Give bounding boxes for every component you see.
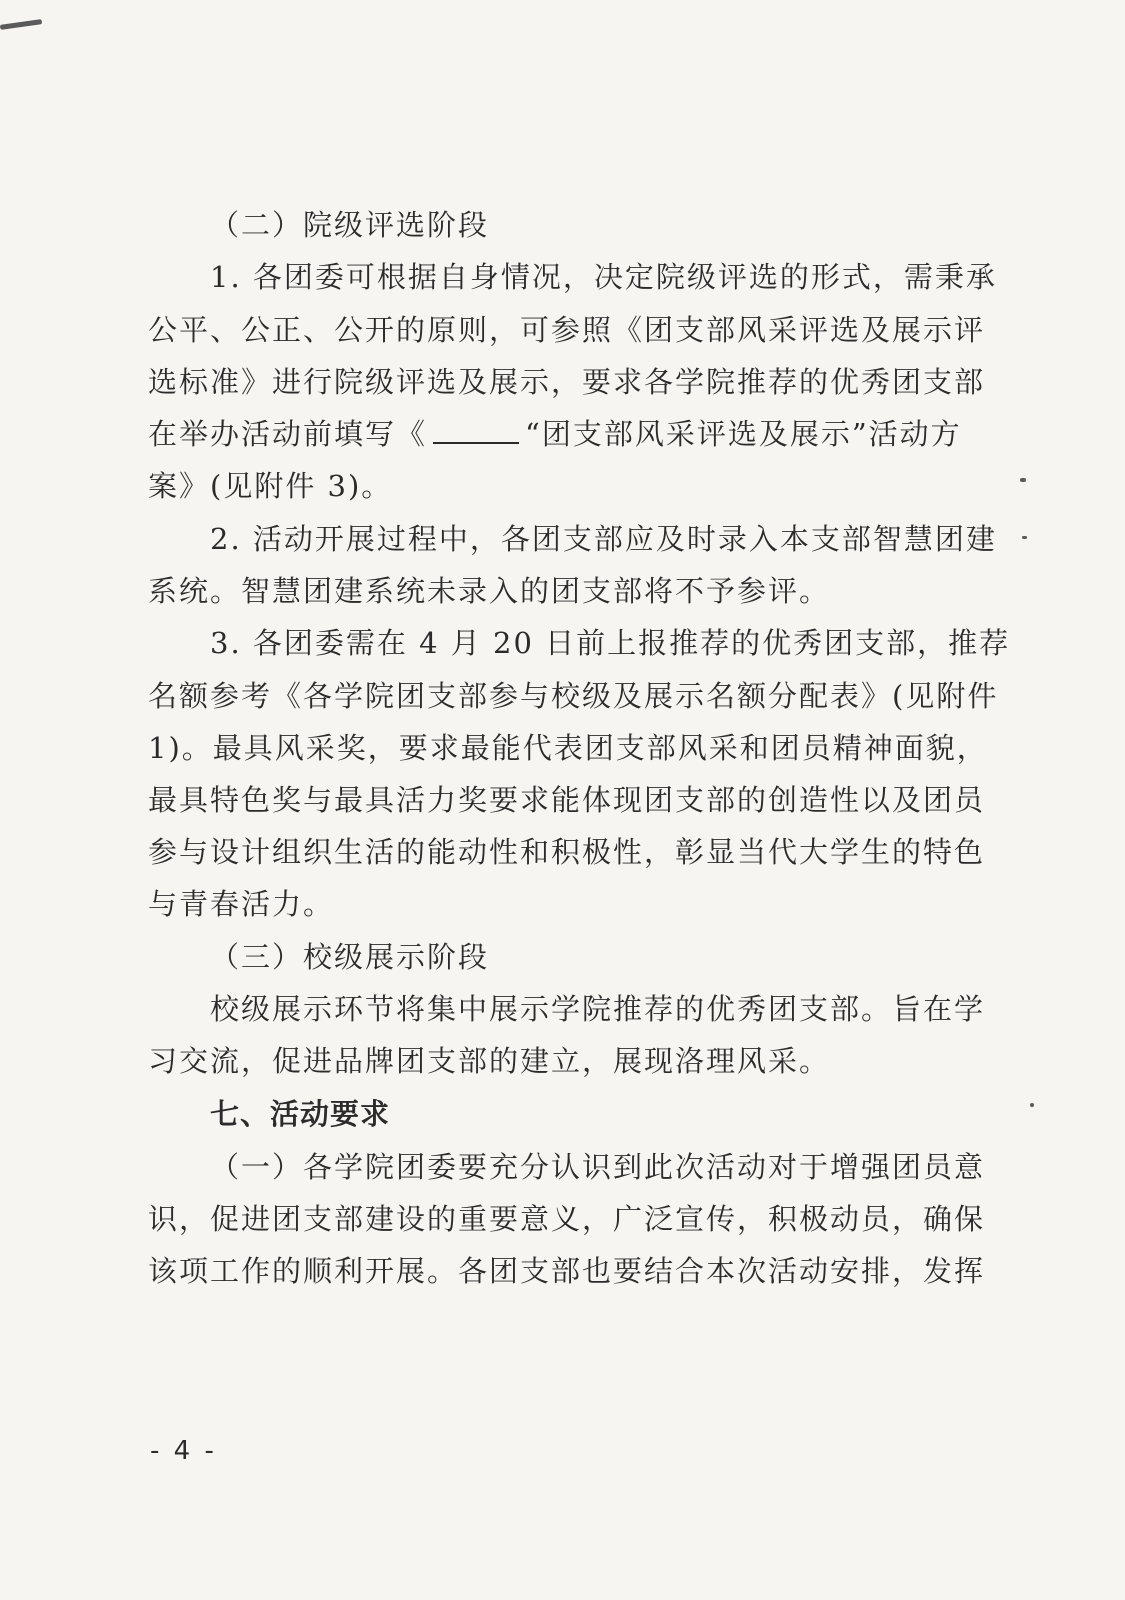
item-1-line-4-before: 在举办活动前填写《	[148, 417, 428, 451]
page-number: - 4 -	[150, 1436, 217, 1466]
item-3-line-5: 参与设计组织生活的能动性和积极性，彰显当代大学生的特色	[148, 835, 986, 869]
item-1-line-5: 案》(见附件 3)。	[148, 469, 393, 503]
section-3-heading: （三）校级展示阶段	[210, 940, 490, 974]
item-1-line-4	[148, 417, 962, 451]
section-7-heading: 七、活动要求	[210, 1097, 391, 1131]
section-7-line-3: 该项工作的顺利开展。各团支部也要结合本次活动安排，发挥	[148, 1254, 986, 1288]
scan-mark-top-left	[0, 19, 42, 30]
scan-mark-right-3	[1030, 1103, 1034, 1107]
item-1-line-3: 选标准》进行院级评选及展示，要求各学院推荐的优秀团支部	[148, 365, 986, 399]
item-3-line-6: 与青春活力。	[148, 887, 335, 921]
scan-mark-right-1	[1020, 478, 1026, 482]
form-blank	[433, 418, 519, 444]
item-3-line-4: 最具特色奖与最具活力奖要求能体现团支部的创造性以及团员	[148, 783, 986, 817]
item-1-line-2: 公平、公正、公开的原则，可参照《团支部风采评选及展示评	[148, 313, 986, 347]
item-1-line-1: 1. 各团委可根据自身情况，决定院级评选的形式，需秉承	[210, 260, 997, 294]
item-2-line-2: 系统。智慧团建系统未录入的团支部将不予参评。	[148, 574, 831, 608]
section-3-line-2: 习交流，促进品牌团支部的建立，展现洛理风采。	[148, 1044, 831, 1078]
section-7-line-1: （一）各学院团委要充分认识到此次活动对于增强团员意	[210, 1150, 986, 1184]
item-3-line-2: 名额参考《各学院团支部参与校级及展示名额分配表》(见附件	[148, 679, 999, 713]
item-1-line-4-after: “团支部风采评选及展示”活动方	[525, 417, 962, 451]
item-2-line-1: 2. 活动开展过程中，各团支部应及时录入本支部智慧团建	[210, 522, 997, 556]
section-3-line-1: 校级展示环节将集中展示学院推荐的优秀团支部。旨在学	[210, 992, 986, 1026]
item-3-line-3: 1)。最具风采奖，要求最能代表团支部风采和团员精神面貌，	[148, 731, 988, 765]
section-7-line-2: 识，促进团支部建设的重要意义，广泛宣传，积极动员，确保	[148, 1202, 986, 1236]
item-3-line-1: 3. 各团委需在 4 月 20 日前上报推荐的优秀团支部，推荐	[210, 626, 1011, 660]
section-2-heading: （二）院级评选阶段	[210, 208, 490, 242]
scan-mark-right-2	[1022, 536, 1027, 539]
